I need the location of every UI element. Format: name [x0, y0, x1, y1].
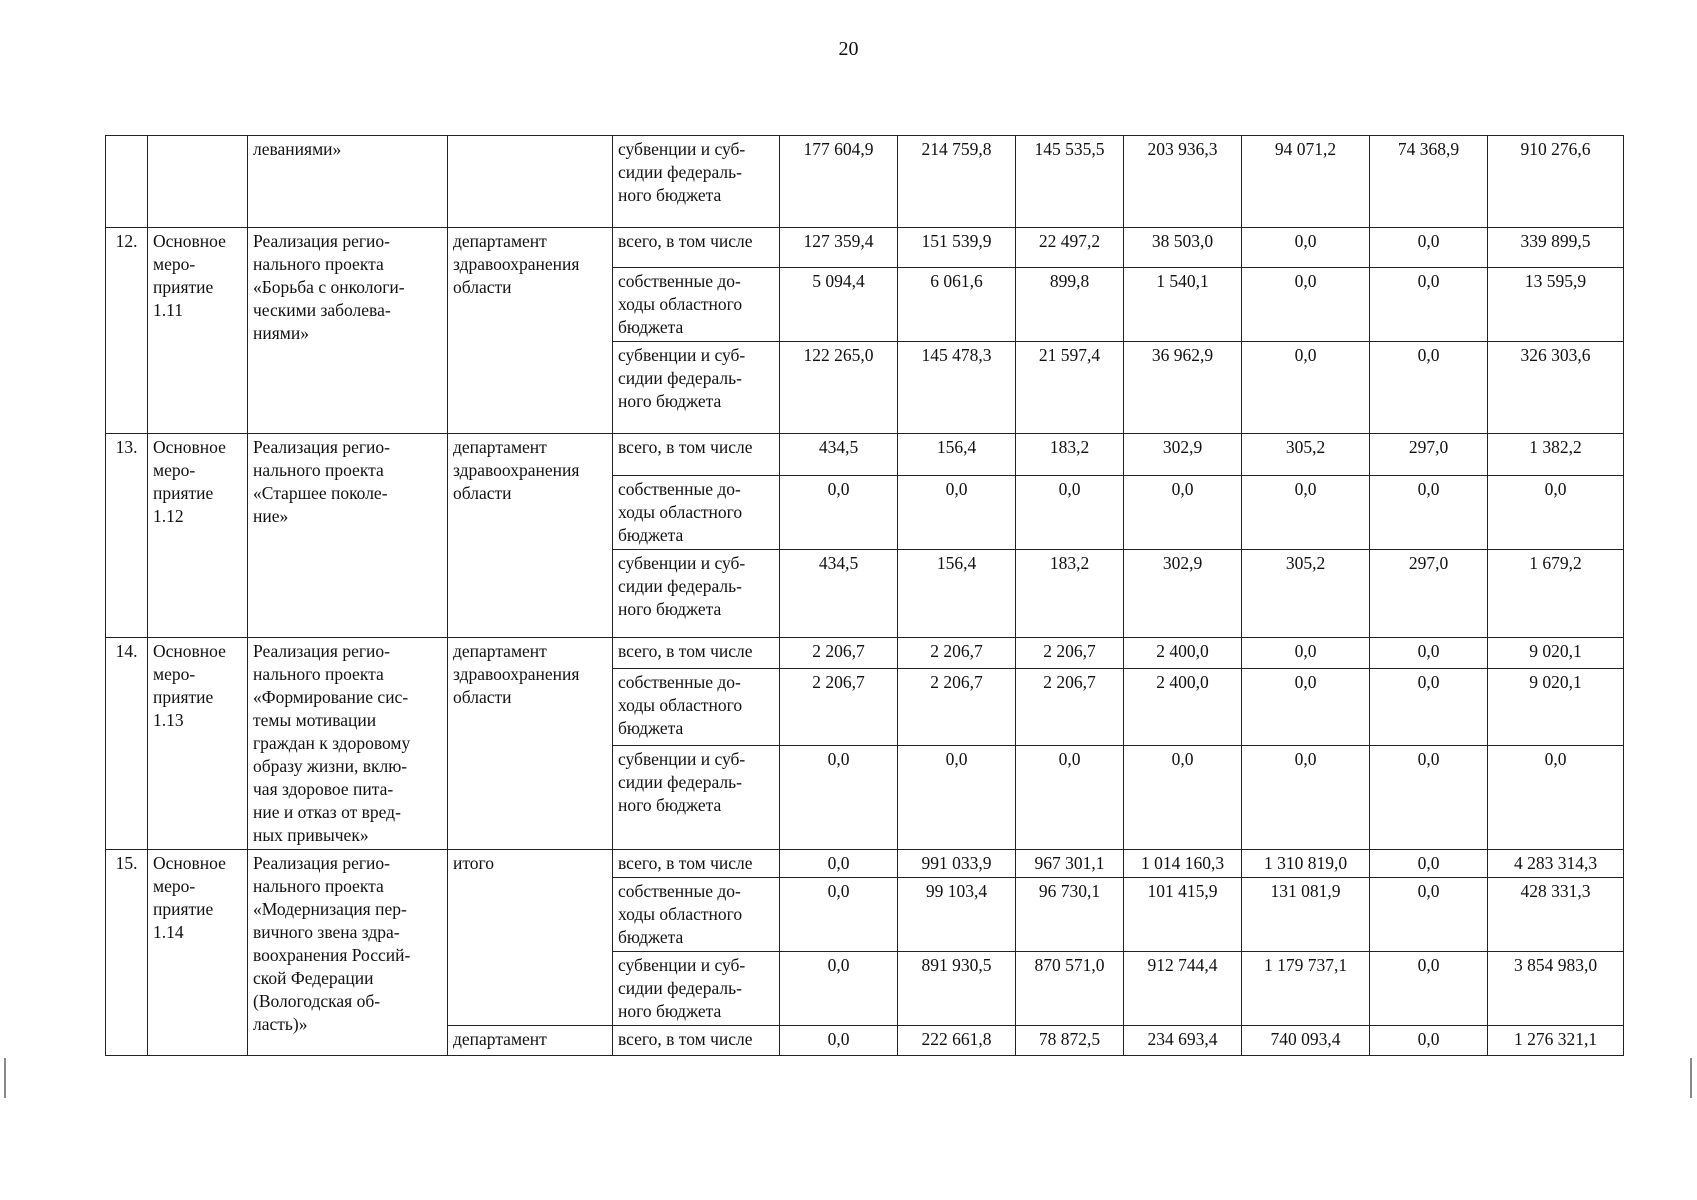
amount-cell: 2 400,0 — [1124, 638, 1242, 669]
funding-source-cell: субвенции и суб- сидии федераль- ного бюджета — [613, 746, 780, 850]
amount-cell: 2 206,7 — [898, 669, 1016, 746]
amount-cell: 151 539,9 — [898, 228, 1016, 268]
executor-cell: департамент здравоохранения области — [448, 228, 613, 434]
amount-cell: 21 597,4 — [1016, 342, 1124, 434]
amount-cell: 145 535,5 — [1016, 136, 1124, 228]
amount-cell: 1 276 321,1 — [1488, 1026, 1624, 1056]
amount-cell: 0,0 — [1370, 476, 1488, 550]
amount-cell: 74 368,9 — [1370, 136, 1488, 228]
amount-cell: 0,0 — [780, 1026, 898, 1056]
amount-cell: 2 206,7 — [780, 669, 898, 746]
table-row — [106, 850, 1624, 878]
amount-cell: 0,0 — [1124, 476, 1242, 550]
table-row — [106, 638, 1624, 669]
amount-cell: 3 854 983,0 — [1488, 952, 1624, 1026]
event-name-cell: Реализация регио- нального проекта «Старшее поколе- ние» — [248, 434, 448, 638]
amount-cell: 0,0 — [1242, 669, 1370, 746]
amount-cell: 203 936,3 — [1124, 136, 1242, 228]
row-number-cell: 15. — [106, 850, 148, 1056]
table-row — [106, 228, 1624, 268]
scan-edge-mark-left — [4, 1058, 6, 1098]
amount-cell: 297,0 — [1370, 434, 1488, 476]
amount-cell: 234 693,4 — [1124, 1026, 1242, 1056]
amount-cell: 0,0 — [780, 878, 898, 952]
amount-cell: 991 033,9 — [898, 850, 1016, 878]
amount-cell: 9 020,1 — [1488, 638, 1624, 669]
amount-cell: 183,2 — [1016, 550, 1124, 638]
amount-cell: 910 276,6 — [1488, 136, 1624, 228]
event-type-cell: Основное меро- приятие 1.13 — [148, 638, 248, 850]
event-type-cell: Основное меро- приятие 1.11 — [148, 228, 248, 434]
amount-cell: 0,0 — [1370, 878, 1488, 952]
event-type-cell — [148, 136, 248, 228]
funding-source-cell: субвенции и суб- сидии федераль- ного бюджета — [613, 952, 780, 1026]
amount-cell: 156,4 — [898, 434, 1016, 476]
amount-cell: 0,0 — [1370, 952, 1488, 1026]
amount-cell: 912 744,4 — [1124, 952, 1242, 1026]
amount-cell: 4 283 314,3 — [1488, 850, 1624, 878]
amount-cell: 891 930,5 — [898, 952, 1016, 1026]
amount-cell: 305,2 — [1242, 550, 1370, 638]
amount-cell: 2 400,0 — [1124, 669, 1242, 746]
funding-source-cell: собственные до- ходы областного бюджета — [613, 878, 780, 952]
amount-cell: 99 103,4 — [898, 878, 1016, 952]
amount-cell: 2 206,7 — [780, 638, 898, 669]
amount-cell: 1 679,2 — [1488, 550, 1624, 638]
amount-cell: 122 265,0 — [780, 342, 898, 434]
amount-cell: 305,2 — [1242, 434, 1370, 476]
amount-cell: 0,0 — [1488, 476, 1624, 550]
amount-cell: 183,2 — [1016, 434, 1124, 476]
amount-cell: 0,0 — [1370, 268, 1488, 342]
amount-cell: 131 081,9 — [1242, 878, 1370, 952]
amount-cell: 127 359,4 — [780, 228, 898, 268]
funding-source-cell: собственные до- ходы областного бюджета — [613, 268, 780, 342]
amount-cell: 2 206,7 — [1016, 638, 1124, 669]
amount-cell: 0,0 — [780, 476, 898, 550]
amount-cell: 0,0 — [1242, 746, 1370, 850]
amount-cell: 177 604,9 — [780, 136, 898, 228]
amount-cell: 1 382,2 — [1488, 434, 1624, 476]
page-number: 20 — [838, 38, 859, 60]
amount-cell: 740 093,4 — [1242, 1026, 1370, 1056]
amount-cell: 428 331,3 — [1488, 878, 1624, 952]
amount-cell: 101 415,9 — [1124, 878, 1242, 952]
amount-cell: 36 962,9 — [1124, 342, 1242, 434]
amount-cell: 1 179 737,1 — [1242, 952, 1370, 1026]
amount-cell: 5 094,4 — [780, 268, 898, 342]
amount-cell: 0,0 — [1242, 638, 1370, 669]
amount-cell: 1 540,1 — [1124, 268, 1242, 342]
amount-cell: 0,0 — [1370, 228, 1488, 268]
amount-cell: 0,0 — [780, 746, 898, 850]
amount-cell: 2 206,7 — [898, 638, 1016, 669]
funding-source-cell: всего, в том числе — [613, 434, 780, 476]
amount-cell: 0,0 — [898, 476, 1016, 550]
amount-cell: 145 478,3 — [898, 342, 1016, 434]
funding-source-cell: субвенции и суб- сидии федераль- ного бюджета — [613, 550, 780, 638]
amount-cell: 302,9 — [1124, 434, 1242, 476]
amount-cell: 870 571,0 — [1016, 952, 1124, 1026]
amount-cell: 0,0 — [1370, 638, 1488, 669]
event-type-cell: Основное меро- приятие 1.14 — [148, 850, 248, 1056]
row-number-cell: 14. — [106, 638, 148, 850]
amount-cell: 0,0 — [1242, 342, 1370, 434]
event-name-cell: Реализация регио- нального проекта «Борьба с онкологи- ческими заболева- ниями» — [248, 228, 448, 434]
amount-cell: 214 759,8 — [898, 136, 1016, 228]
amount-cell: 0,0 — [1242, 476, 1370, 550]
amount-cell: 434,5 — [780, 434, 898, 476]
amount-cell: 0,0 — [1370, 1026, 1488, 1056]
amount-cell: 967 301,1 — [1016, 850, 1124, 878]
amount-cell: 0,0 — [1016, 746, 1124, 850]
event-type-cell: Основное меро- приятие 1.12 — [148, 434, 248, 638]
amount-cell: 9 020,1 — [1488, 669, 1624, 746]
amount-cell: 302,9 — [1124, 550, 1242, 638]
executor-cell: департамент — [448, 1026, 613, 1056]
amount-cell: 0,0 — [1370, 342, 1488, 434]
amount-cell: 339 899,5 — [1488, 228, 1624, 268]
amount-cell: 1 310 819,0 — [1242, 850, 1370, 878]
row-number-cell — [106, 136, 148, 228]
amount-cell: 434,5 — [780, 550, 898, 638]
amount-cell: 0,0 — [1016, 476, 1124, 550]
executor-cell: итого — [448, 850, 613, 1026]
amount-cell: 2 206,7 — [1016, 669, 1124, 746]
amount-cell: 13 595,9 — [1488, 268, 1624, 342]
amount-cell: 96 730,1 — [1016, 878, 1124, 952]
amount-cell: 0,0 — [1370, 746, 1488, 850]
amount-cell: 0,0 — [780, 850, 898, 878]
row-number-cell: 12. — [106, 228, 148, 434]
budget-table — [105, 135, 1624, 1056]
amount-cell: 0,0 — [1124, 746, 1242, 850]
row-number-cell: 13. — [106, 434, 148, 638]
amount-cell: 899,8 — [1016, 268, 1124, 342]
amount-cell: 0,0 — [1488, 746, 1624, 850]
funding-source-cell: всего, в том числе — [613, 850, 780, 878]
funding-source-cell: субвенции и суб- сидии федераль- ного бюджета — [613, 342, 780, 434]
amount-cell: 326 303,6 — [1488, 342, 1624, 434]
funding-source-cell: всего, в том числе — [613, 638, 780, 669]
funding-source-cell: всего, в том числе — [613, 1026, 780, 1056]
funding-source-cell: собственные до- ходы областного бюджета — [613, 669, 780, 746]
funding-source-cell: собственные до- ходы областного бюджета — [613, 476, 780, 550]
amount-cell: 156,4 — [898, 550, 1016, 638]
amount-cell: 6 061,6 — [898, 268, 1016, 342]
event-name-cell: леваниями» — [248, 136, 448, 228]
amount-cell: 0,0 — [1370, 850, 1488, 878]
amount-cell: 222 661,8 — [898, 1026, 1016, 1056]
amount-cell: 0,0 — [1242, 228, 1370, 268]
funding-source-cell: субвенции и суб- сидии федераль- ного бюджета — [613, 136, 780, 228]
amount-cell: 94 071,2 — [1242, 136, 1370, 228]
scan-edge-mark-right — [1690, 1058, 1692, 1098]
amount-cell: 22 497,2 — [1016, 228, 1124, 268]
amount-cell: 78 872,5 — [1016, 1026, 1124, 1056]
amount-cell: 0,0 — [898, 746, 1016, 850]
amount-cell: 38 503,0 — [1124, 228, 1242, 268]
executor-cell: департамент здравоохранения области — [448, 434, 613, 638]
amount-cell: 0,0 — [1370, 669, 1488, 746]
event-name-cell: Реализация регио- нального проекта «Формирование сис- темы мотивации граждан к здоровому образу жизни, вклю- чая здоровое пита- ние и отказ от вред- ных привычек» — [248, 638, 448, 850]
amount-cell: 297,0 — [1370, 550, 1488, 638]
executor-cell: департамент здравоохранения области — [448, 638, 613, 850]
event-name-cell: Реализация регио- нального проекта «Модернизация пер- вичного звена здра- воохранения Россий- ской Федерации (Вологодская об- ласть)» — [248, 850, 448, 1056]
amount-cell: 1 014 160,3 — [1124, 850, 1242, 878]
table-row — [106, 434, 1624, 476]
amount-cell: 0,0 — [780, 952, 898, 1026]
amount-cell: 0,0 — [1242, 268, 1370, 342]
funding-source-cell: всего, в том числе — [613, 228, 780, 268]
table-row — [106, 136, 1624, 228]
executor-cell — [448, 136, 613, 228]
